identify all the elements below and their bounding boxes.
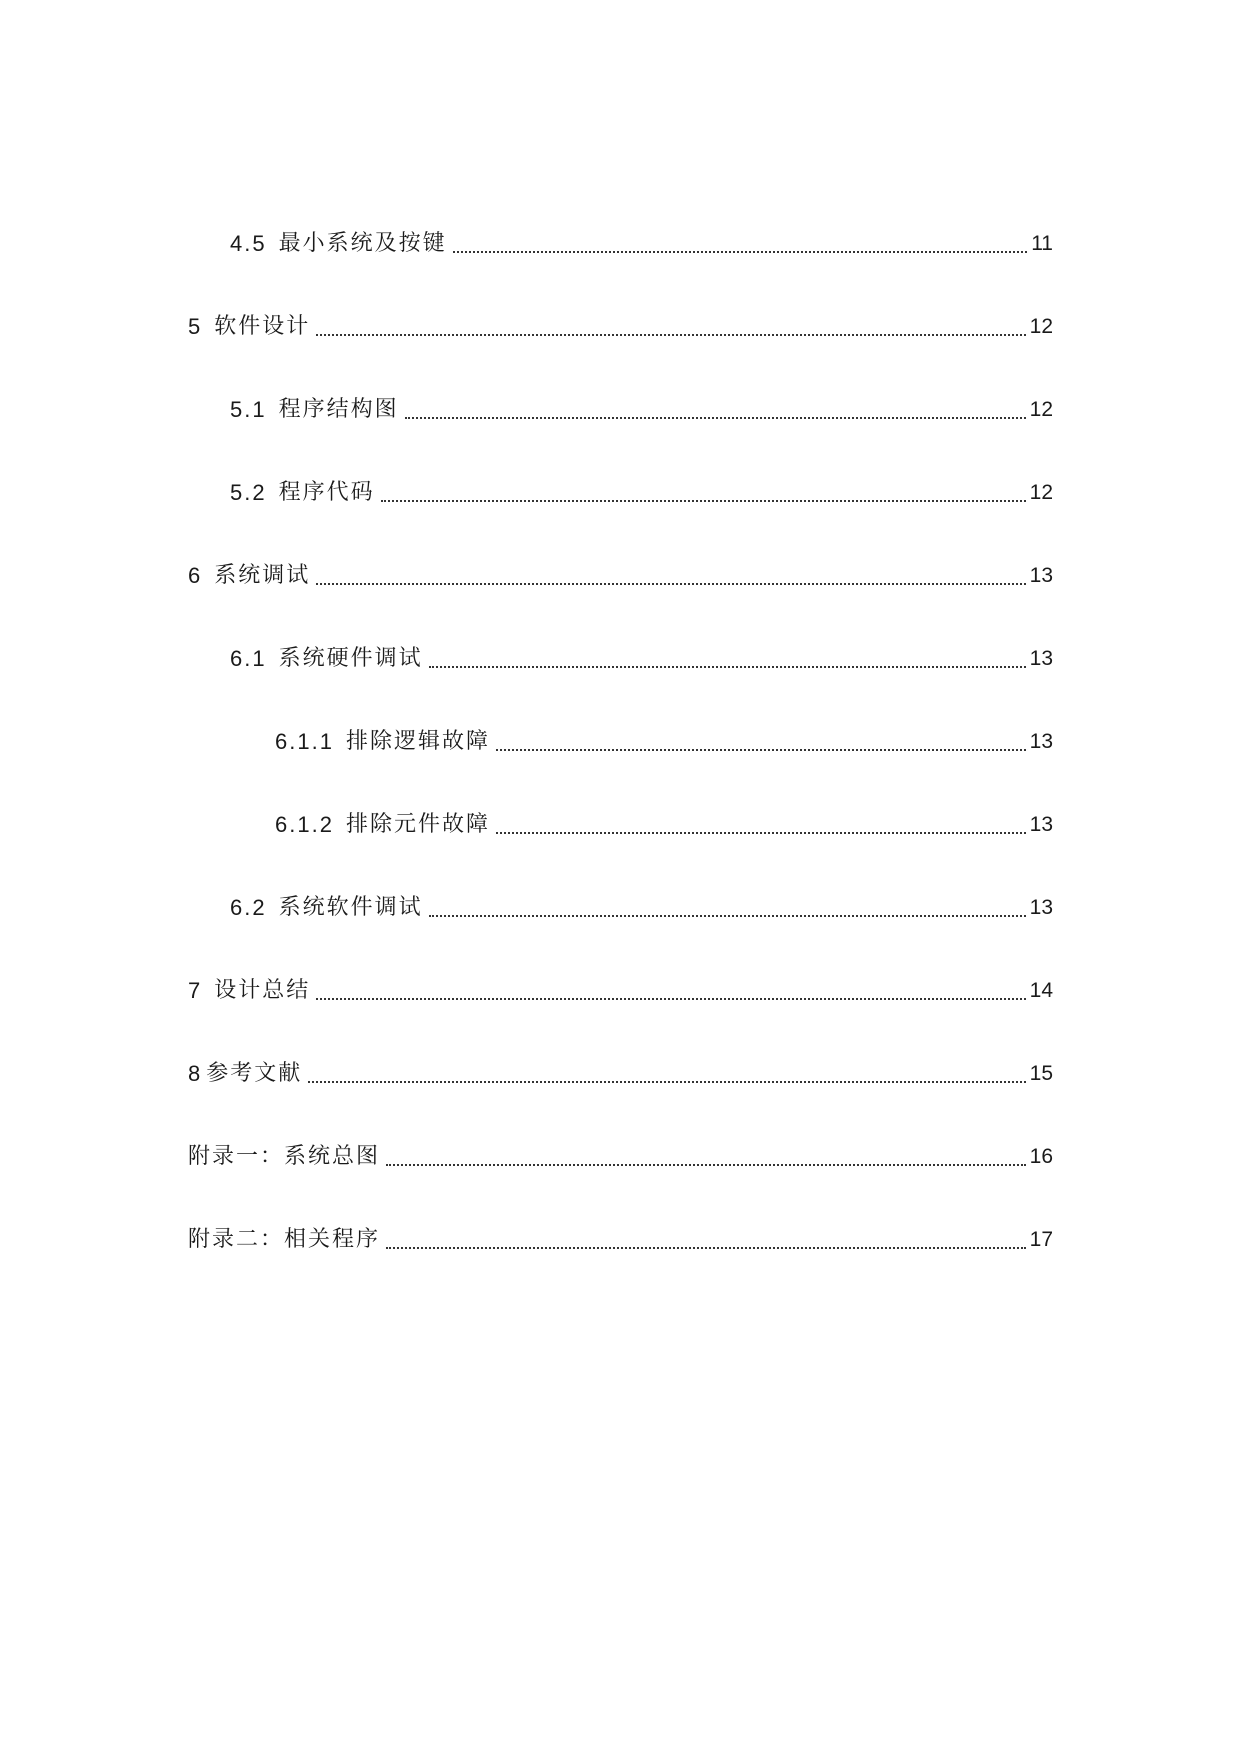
toc-entry-6-1-2[interactable] <box>275 799 1053 839</box>
toc-number: 6.1 <box>230 646 267 671</box>
toc-entry-appendix-2[interactable] <box>188 1214 1053 1254</box>
toc-dot-leader <box>381 479 1026 507</box>
toc-dot-leader <box>496 728 1026 756</box>
toc-page-number: 13 <box>1029 813 1053 836</box>
toc-page-number: 13 <box>1029 730 1053 753</box>
toc-number: 7 <box>188 978 203 1003</box>
toc-page-number: 13 <box>1029 896 1053 919</box>
toc-dot-leader <box>453 230 1028 258</box>
toc-number: 4.5 <box>230 231 267 256</box>
toc-title: 排除逻辑故障 <box>345 729 490 754</box>
toc-dot-leader <box>316 977 1025 1005</box>
toc-page-number: 13 <box>1029 647 1053 670</box>
toc-dot-leader <box>496 811 1026 839</box>
toc-number: 5.1 <box>230 397 267 422</box>
toc-dot-leader <box>308 1060 1025 1088</box>
toc-page-number: 15 <box>1029 1062 1053 1085</box>
toc-number: 5 <box>188 314 203 339</box>
toc-page-number: 17 <box>1029 1228 1053 1251</box>
toc-number: 8 <box>188 1061 203 1086</box>
toc-dot-leader <box>316 562 1025 590</box>
toc-number: 5.2 <box>230 480 267 505</box>
toc-title: 设计总结 <box>214 978 311 1003</box>
toc-title: 参考文献 <box>206 1061 303 1086</box>
toc-number: 6 <box>188 563 203 588</box>
toc-number: 6.1.2 <box>275 812 334 837</box>
toc-page-number: 13 <box>1029 564 1053 587</box>
toc-page-number: 12 <box>1029 398 1053 421</box>
toc-entry-6[interactable] <box>188 550 1053 590</box>
toc-title: 排除元件故障 <box>345 812 490 837</box>
toc-title: 附录一：系统总图 <box>188 1144 381 1169</box>
toc-dot-leader <box>386 1226 1026 1254</box>
toc-title: 系统硬件调试 <box>278 646 423 671</box>
toc-title: 最小系统及按键 <box>278 231 447 256</box>
toc-entry-5-2[interactable] <box>230 467 1053 507</box>
toc-dot-leader <box>316 313 1025 341</box>
toc-entry-8[interactable] <box>188 1048 1053 1088</box>
toc-title: 程序代码 <box>278 480 375 505</box>
toc-entry-6-2[interactable] <box>230 882 1053 922</box>
toc-entry-7[interactable] <box>188 965 1053 1005</box>
toc-page-number: 14 <box>1029 979 1053 1002</box>
toc-number: 6.2 <box>230 895 267 920</box>
toc-title: 系统调试 <box>214 563 311 588</box>
toc-page-number: 11 <box>1031 232 1053 255</box>
toc-entry-5[interactable] <box>188 301 1053 341</box>
toc-number: 6.1.1 <box>275 729 334 754</box>
toc-title: 附录二：相关程序 <box>188 1227 381 1252</box>
toc-page-number: 16 <box>1029 1145 1053 1168</box>
toc-dot-leader <box>386 1143 1026 1171</box>
toc-dot-leader <box>405 396 1026 424</box>
toc-entry-4-5[interactable] <box>230 218 1053 258</box>
toc-entry-6-1-1[interactable] <box>275 716 1053 756</box>
toc-dot-leader <box>429 894 1026 922</box>
toc-title: 系统软件调试 <box>278 895 423 920</box>
toc-entry-6-1[interactable] <box>230 633 1053 673</box>
toc-page-number: 12 <box>1029 481 1053 504</box>
toc-entry-5-1[interactable] <box>230 384 1053 424</box>
toc-entry-appendix-1[interactable] <box>188 1131 1053 1171</box>
toc-page-number: 12 <box>1029 315 1053 338</box>
toc-title: 软件设计 <box>214 314 311 339</box>
toc-title: 程序结构图 <box>278 397 399 422</box>
toc-dot-leader <box>429 645 1026 673</box>
